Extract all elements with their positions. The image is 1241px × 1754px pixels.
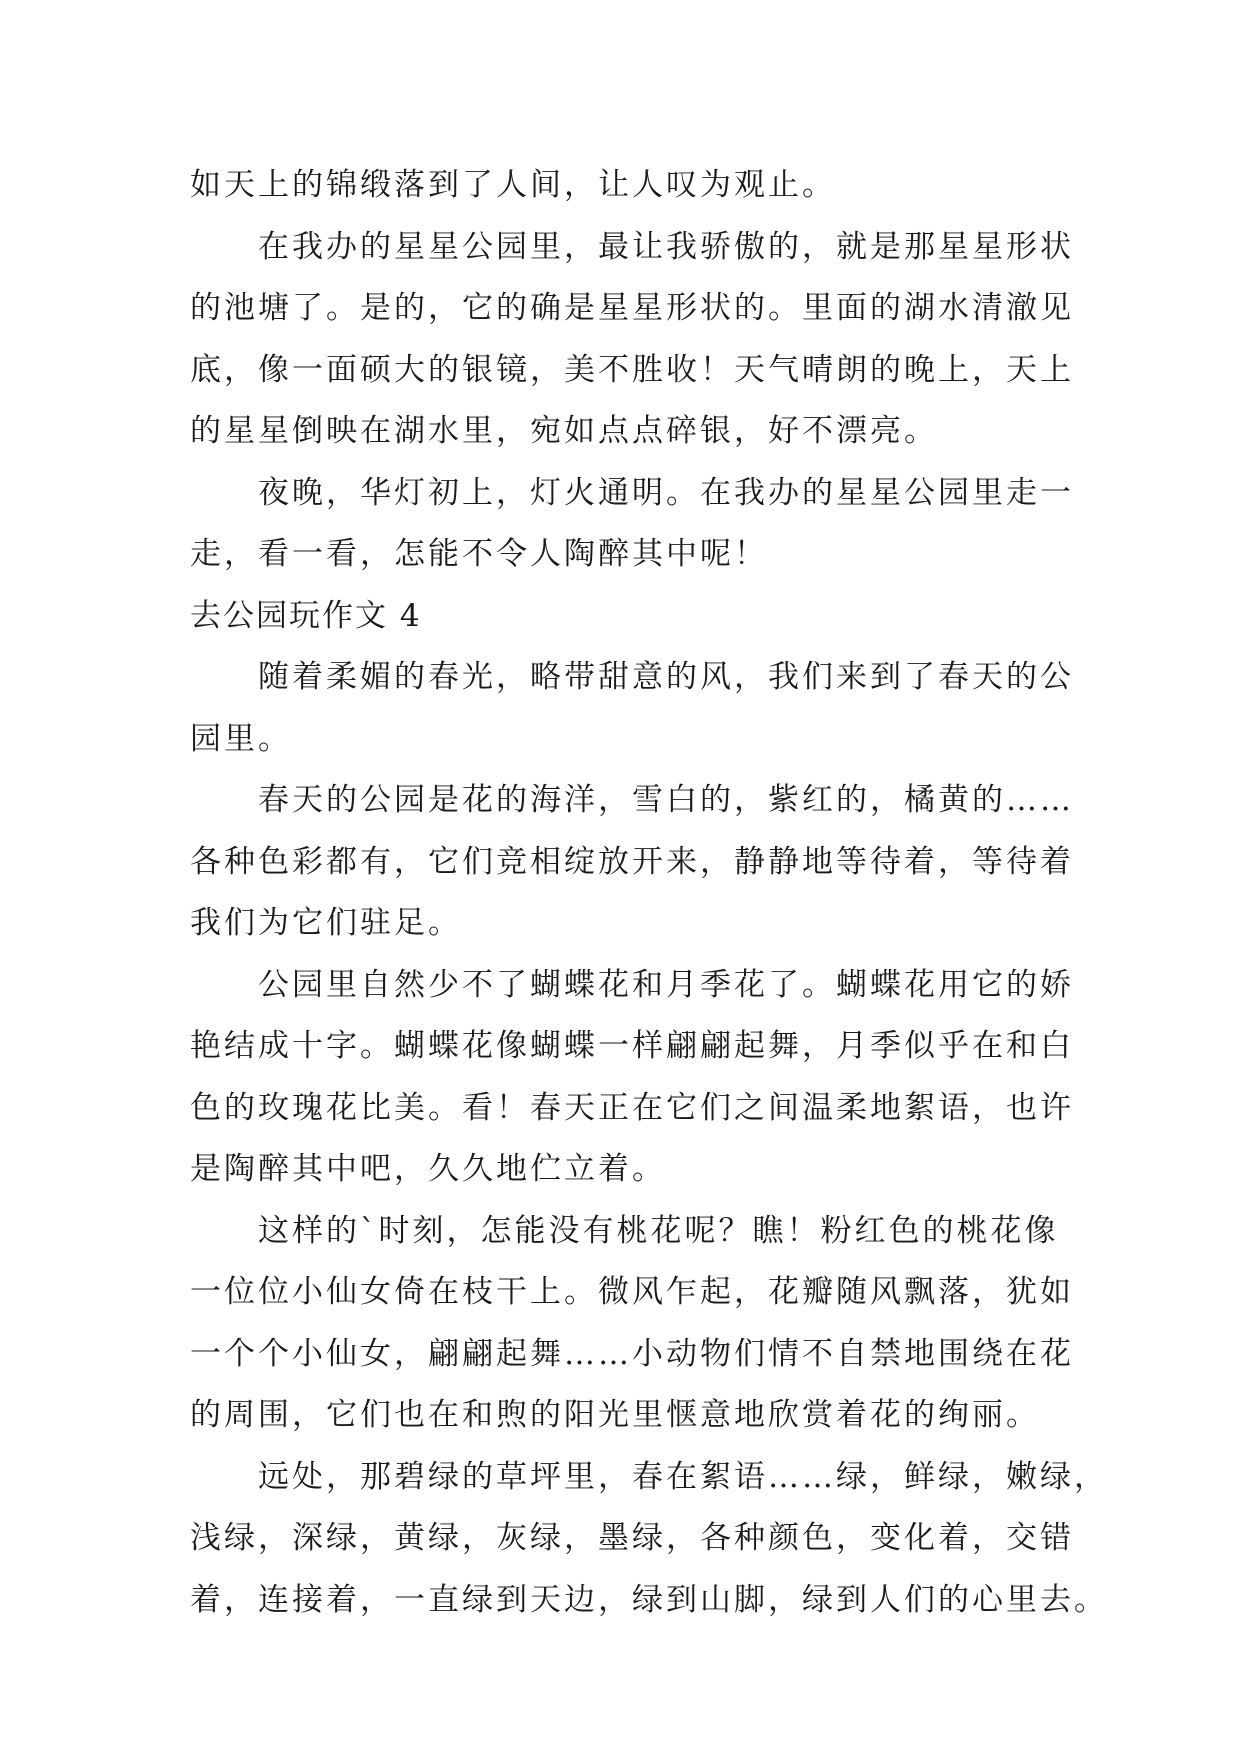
text-line: 在我办的星星公园里，最让我骄傲的，就是那星星形状 xyxy=(258,228,1074,265)
text-line: 随着柔媚的春光，略带甜意的风，我们来到了春天的公 xyxy=(258,659,1074,695)
section-heading: 去公园玩作文 4 xyxy=(190,597,422,634)
text-line: 的周围，它们也在和煦的阳光里惬意地欣赏着花的绚丽。 xyxy=(190,1397,1040,1433)
text-line: 夜晚，华灯初上，灯火通明。在我办的星星公园里走一 xyxy=(258,474,1074,511)
text-line: 一个个小仙女，翩翩起舞……小动物们情不自禁地围绕在花 xyxy=(190,1335,1074,1372)
text-line: 园里。 xyxy=(190,720,292,757)
text-line: 各种色彩都有，它们竞相绽放开来，静静地等待着，等待着 xyxy=(190,843,1074,880)
text-line: 的池塘了。是的，它的确是星星形状的。里面的湖水清澈见 xyxy=(190,290,1074,326)
text-line: 这样的`时刻，怎能没有桃花呢？瞧！粉红色的桃花像 xyxy=(258,1212,1059,1249)
text-line: 如天上的锦缎落到了人间，让人叹为观止。 xyxy=(190,167,836,203)
text-line: 艳结成十字。蝴蝶花像蝴蝶一样翩翩起舞，月季似乎在和白 xyxy=(190,1028,1074,1064)
text-line: 走，看一看，怎能不令人陶醉其中呢！ xyxy=(190,536,768,572)
text-line: 远处，那碧绿的草坪里，春在絮语……绿，鲜绿，嫩绿， xyxy=(258,1458,1108,1495)
text-line: 公园里自然少不了蝴蝶花和月季花了。蝴蝶花用它的娇 xyxy=(258,966,1074,1003)
text-line: 一位位小仙女倚在枝干上。微风乍起，花瓣随风飘落，犹如 xyxy=(190,1274,1074,1310)
text-line: 色的玫瑰花比美。看！春天正在它们之间温柔地絮语，也许 xyxy=(190,1089,1074,1126)
text-line: 是陶醉其中吧，久久地伫立着。 xyxy=(190,1151,666,1187)
text-line: 春天的公园是花的海洋，雪白的，紫红的，橘黄的…… xyxy=(258,782,1074,818)
document-body xyxy=(190,155,1108,1631)
text-line: 着，连接着，一直绿到天边，绿到山脚，绿到人们的心里去。 xyxy=(190,1581,1108,1618)
text-line: 我们为它们驻足。 xyxy=(190,905,462,941)
text-line: 底，像一面硕大的银镜，美不胜收！天气晴朗的晚上，天上 xyxy=(190,351,1074,388)
text-line: 浅绿，深绿，黄绿，灰绿，墨绿，各种颜色，变化着，交错 xyxy=(190,1520,1074,1556)
text-line: 的星星倒映在湖水里，宛如点点碎银，好不漂亮。 xyxy=(190,413,938,449)
